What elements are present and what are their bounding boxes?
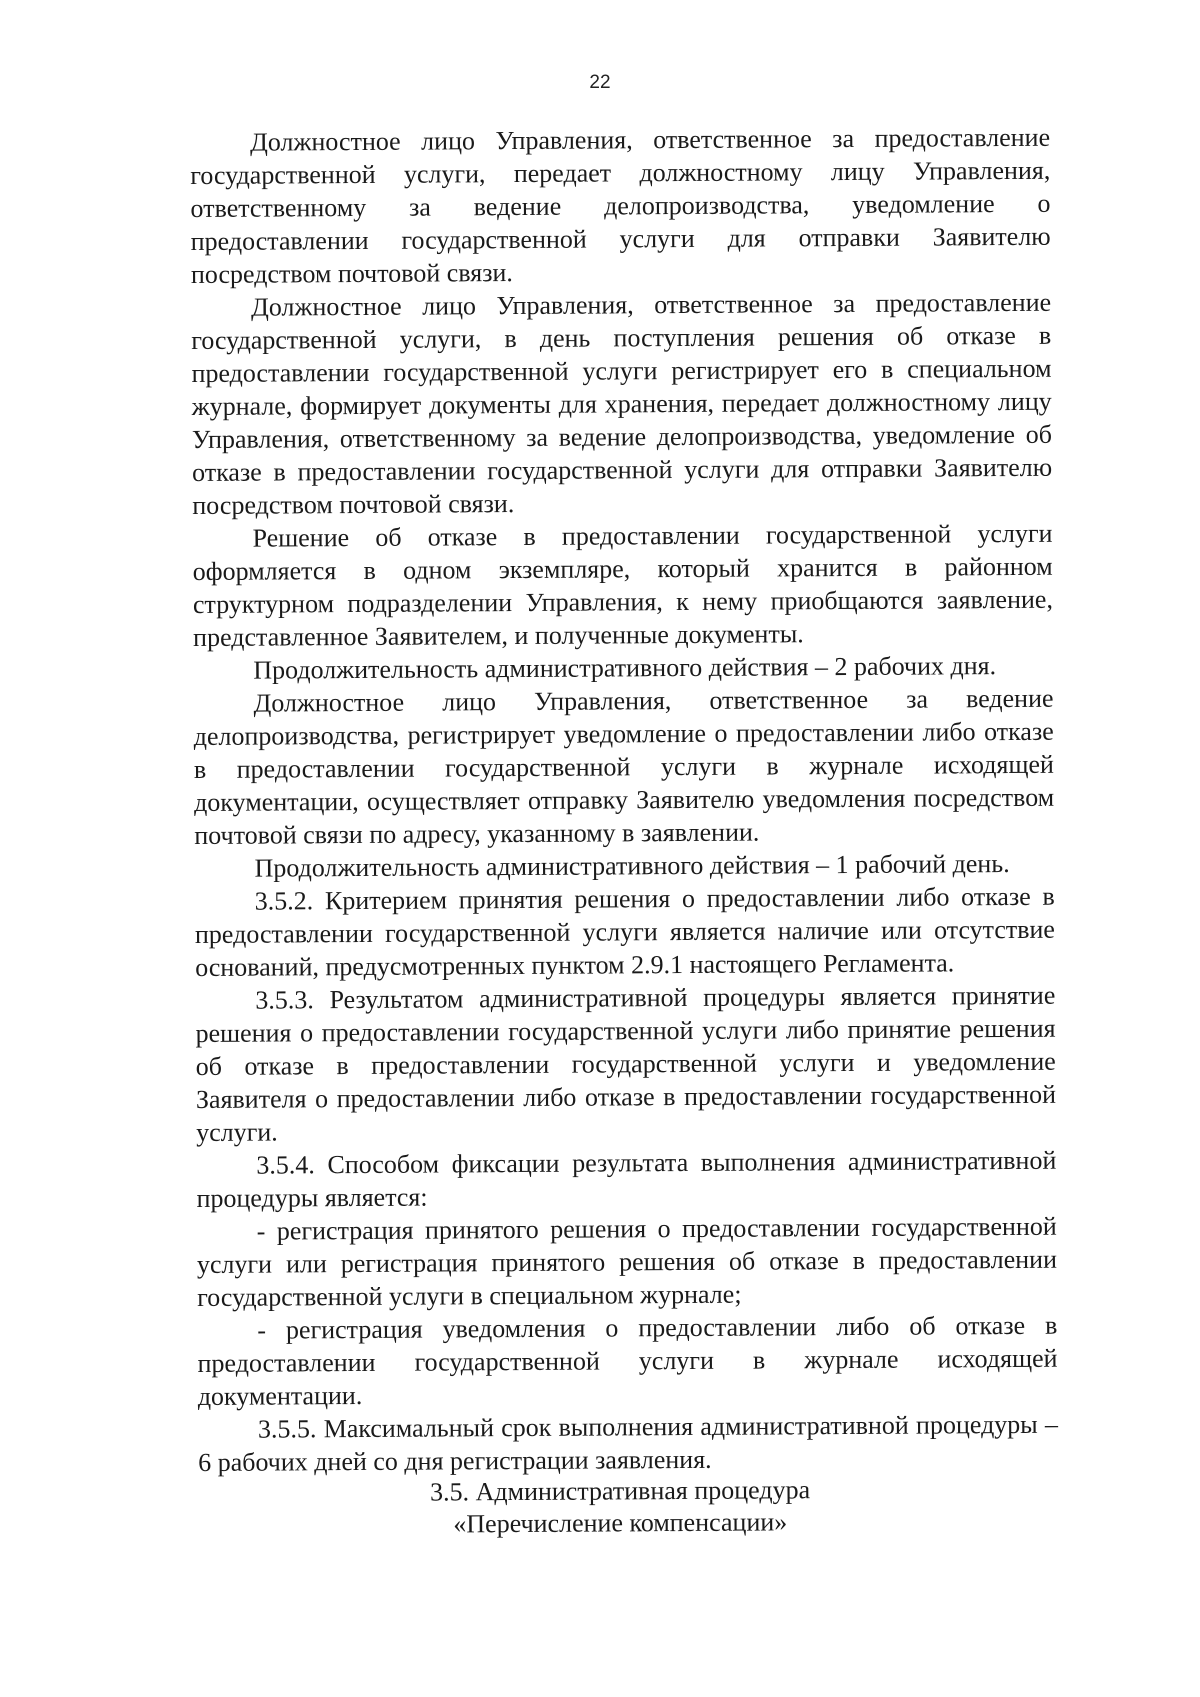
paragraph-records-officer: Должностное лицо Управления, ответственное за ведение делопроизводства, регистрирует уведомление о предоставлении либо отказе в предоставлении государственной услуги в журнале исходящей документации, осуществляет отправку Заявителю уведомления посредством почтовой связи по адресу, указанному в заявлении. [193,683,1055,850]
document-body [190,121,1058,1479]
paragraph-3-5-5: 3.5.5. Максимальный срок выполнения административной процедуры – 6 рабочих дней со дня регистрации заявления. [198,1409,1059,1477]
paragraph-duration-2-days: Продолжительность административного действия – 2 рабочих дня. [253,651,997,685]
paragraph-duration-1-day: Продолжительность административного действия – 1 рабочий день. [254,849,1010,883]
paragraph-3-5-2: 3.5.2. Критерием принятия решения о предоставлении либо отказе в предоставлении государственной услуги является наличие или отсутствие оснований, предусмотренных пунктом 2.9.1 настоящего Регламента. [194,881,1056,982]
section-heading-number-title: 3.5. Административная процедура [429,1475,811,1507]
paragraph-3-5-4: 3.5.4. Способом фиксации результата выполнения административной процедуры является: [196,1145,1057,1213]
bullet-decision-registration: - регистрация принятого решения о предоставлении государственной услуги или регистрация принятого решения об отказе в предоставлении государственной услуги в специальном журнале; [196,1211,1058,1312]
section-heading [190,1473,1050,1542]
paragraph-notification-transfer: Должностное лицо Управления, ответственное за предоставление государственной услуги, передает должностному лицу Управления, ответственному за ведение делопроизводства, уведомление о предоставлении государственной услуги для отправки Заявителю посредством почтовой связи. [190,122,1051,289]
paragraph-refusal-registration: Должностное лицо Управления, ответственное за предоставление государственной услуги, в день поступления решения об отказе в предоставлении государственной услуги регистрирует его в специальном журнале, формирует документы для хранения, передает должностному лицу Управления, ответственному за ведение делопроизводства, уведомление об отказе в предоставлении государственной услуги для отправки Заявителю посредством почтовой связи. [191,287,1053,520]
page-number: 22 [589,72,611,93]
bullet-notification-registration: - регистрация уведомления о предоставлении либо об отказе в предоставлении государственной услуги в журнале исходящей документации. [197,1310,1058,1411]
section-heading-subtitle: «Перечисление компенсации» [453,1507,788,1539]
paragraph-refusal-decision: Решение об отказе в предоставлении государственной услуги оформляется в одном экземпляре, который хранится в районном структурном подразделении Управления, к нему приобщаются заявление, представленное Заявителем, и полученные документы. [192,518,1053,652]
paragraph-3-5-3: 3.5.3. Результатом административной процедуры является принятие решения о предоставлении государственной услуги либо принятие решения об отказе в предоставлении государственной услуги и уведомление Заявителя о предоставлении либо отказе в предоставлении государственной услуги. [195,980,1057,1147]
